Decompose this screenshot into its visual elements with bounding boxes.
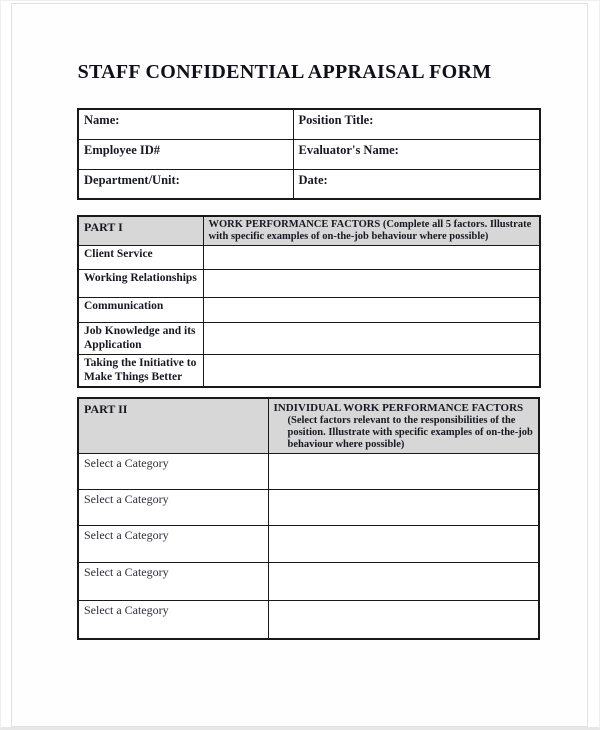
employee-id-field-cell[interactable] xyxy=(78,139,293,169)
table-row xyxy=(78,601,539,639)
position-title-field-label: Position Title: xyxy=(298,113,374,127)
category-select-cell[interactable]: Select a Category xyxy=(78,454,268,490)
evaluator-name-field-cell[interactable] xyxy=(293,139,540,169)
working-relationships-label-cell: Working Relationships xyxy=(78,270,203,298)
name-field-label: Name: xyxy=(84,113,120,127)
name-field-cell[interactable] xyxy=(78,109,293,139)
job-knowledge-label-cell: Job Knowledge and its Application xyxy=(78,323,203,355)
category-response-cell[interactable] xyxy=(268,454,539,490)
part2-header-row xyxy=(78,398,539,454)
table-row xyxy=(78,169,540,199)
table-row xyxy=(78,246,540,270)
table-row xyxy=(78,454,539,490)
table-row xyxy=(78,563,539,601)
table-row xyxy=(78,270,540,298)
part2-table xyxy=(77,397,540,640)
category-select-cell[interactable]: Select a Category xyxy=(78,526,268,563)
employee-info-table xyxy=(77,108,541,200)
working-relationships-response-cell[interactable] xyxy=(203,270,540,298)
page-title: STAFF CONFIDENTIAL APPRAISAL FORM xyxy=(77,61,492,83)
evaluator-name-field-label: Evaluator's Name: xyxy=(298,142,399,157)
client-service-response-cell[interactable] xyxy=(203,246,540,270)
client-service-label-cell: Client Service xyxy=(78,246,203,270)
taking-initiative-label-cell: Taking the Initiative to Make Things Better xyxy=(78,355,203,388)
department-unit-field-cell[interactable] xyxy=(78,169,293,199)
category-select-cell[interactable]: Select a Category xyxy=(78,563,268,601)
job-knowledge-response-cell[interactable] xyxy=(203,323,540,355)
table-row xyxy=(78,139,540,169)
category-response-cell[interactable] xyxy=(268,526,539,563)
document-page xyxy=(12,4,587,726)
table-row xyxy=(78,298,540,323)
employee-id-field-label: Employee ID# xyxy=(84,142,161,157)
taking-initiative-response-cell[interactable] xyxy=(203,355,540,388)
category-response-cell[interactable] xyxy=(268,601,539,639)
category-response-cell[interactable] xyxy=(268,563,539,601)
date-field-label: Date: xyxy=(298,172,328,187)
communication-label-cell: Communication xyxy=(78,298,203,323)
date-field-cell[interactable] xyxy=(293,169,540,199)
part2-section-heading-cell xyxy=(268,398,539,454)
table-row xyxy=(78,526,539,563)
part2-heading-title: INDIVIDUAL WORK PERFORMANCE FACTORS xyxy=(273,402,524,414)
part1-table xyxy=(77,215,541,388)
table-row xyxy=(78,355,540,388)
part2-heading-note: (Select factors relevant to the responsibilities of the position. Illustrate with specific examples of on-the-job behaviour where possible) xyxy=(287,415,533,450)
part1-label: PART I xyxy=(78,216,203,246)
table-row xyxy=(78,109,540,139)
communication-response-cell[interactable] xyxy=(203,298,540,323)
table-row xyxy=(78,490,539,526)
part1-header-row xyxy=(78,216,540,246)
category-select-cell[interactable]: Select a Category xyxy=(78,601,268,639)
table-row xyxy=(78,323,540,355)
category-select-cell[interactable]: Select a Category xyxy=(78,490,268,526)
category-response-cell[interactable] xyxy=(268,490,539,526)
part1-section-heading: WORK PERFORMANCE FACTORS (Complete all 5 factors. Illustrate with specific examples of on-the-job behaviour where possible) xyxy=(203,216,540,246)
department-unit-field-label: Department/Unit: xyxy=(84,172,180,187)
position-title-field-cell[interactable] xyxy=(293,109,540,139)
part2-label: PART II xyxy=(78,398,268,454)
